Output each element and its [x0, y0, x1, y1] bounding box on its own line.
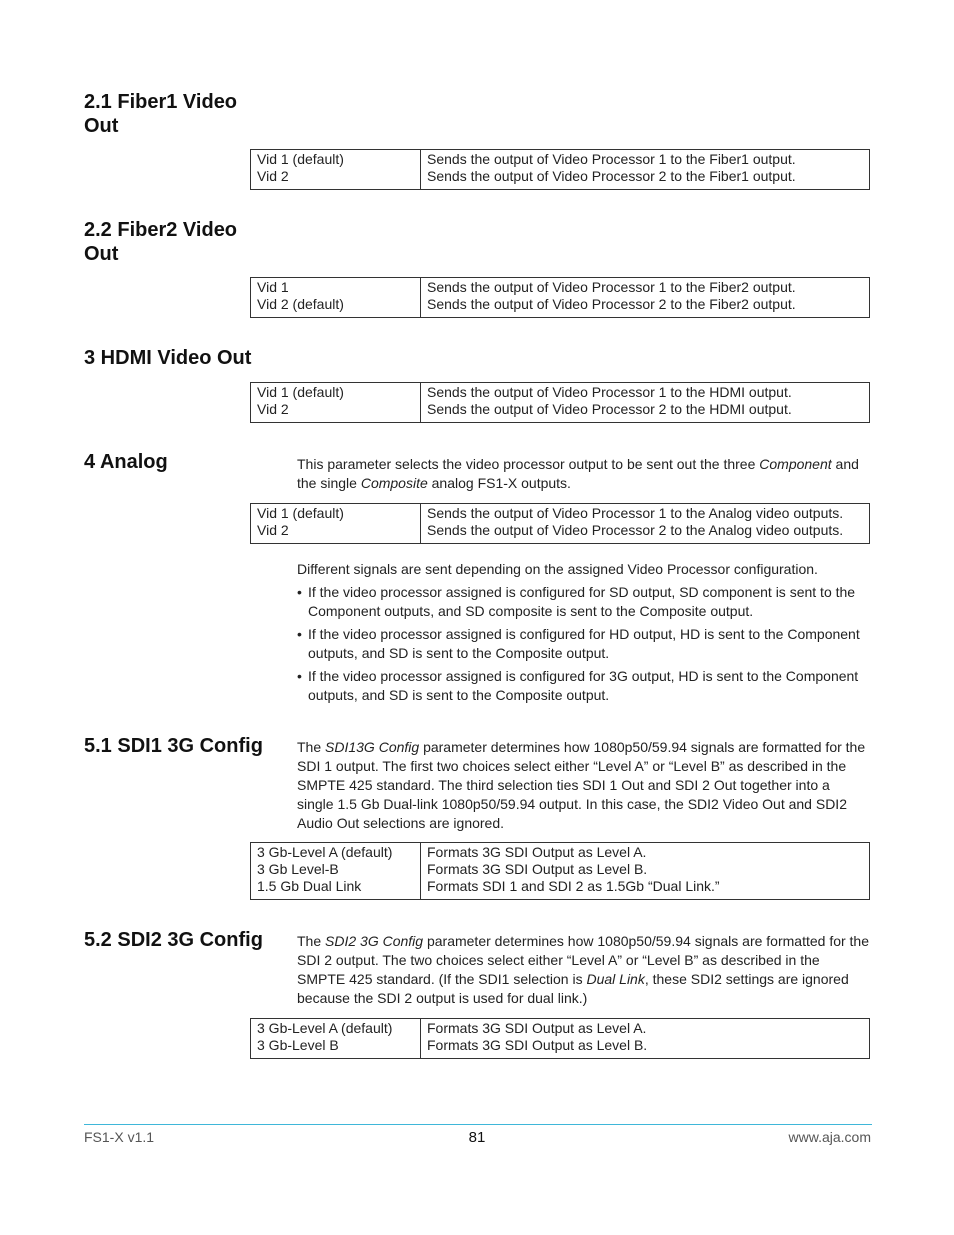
- analog-intro: [297, 455, 869, 493]
- option-label: Vid 1 (default): [257, 384, 344, 400]
- description-cell: [421, 504, 870, 544]
- option-description: Sends the output of Video Processor 2 to the Fiber2 output.: [427, 296, 796, 312]
- option-label: 1.5 Gb Dual Link: [257, 878, 362, 894]
- section-heading-sdi2: 5.2 SDI2 3G Config: [84, 929, 263, 951]
- section-heading-analog: 4 Analog: [84, 451, 168, 473]
- intro-text: parameter determines how 1080p50/59.94 signals are formatted for the SDI 1 output. The first two choices select either “Level A” or “Level B” as described in the SMPTE 425 standard. The third selection ties SDI 1 Out and SDI 2 Out together into a single 1.5 Gb Dual-link 1080p50/59.94 output. In this case, the SDI2 Video Out and SDI2 Audio Out selections are ignored.: [297, 739, 866, 831]
- option-description: Sends the output of Video Processor 1 to the Fiber2 output.: [427, 279, 796, 295]
- table-row: [251, 278, 870, 318]
- option-label: 3 Gb-Level A (default): [257, 1020, 393, 1036]
- intro-text: and the single: [297, 456, 859, 491]
- intro-text: , these SDI2 settings are ignored because the SDI 2 output is used for dual link.): [297, 971, 849, 1006]
- sdi2-options-table: [250, 1018, 870, 1059]
- section-heading-fiber2: 2.2 Fiber2 Video Out: [84, 219, 238, 265]
- description-cell: [421, 1019, 870, 1059]
- analog-options-table: [250, 503, 870, 544]
- option-description: Formats 3G SDI Output as Level B.: [427, 1037, 648, 1053]
- option-label: Vid 1 (default): [257, 151, 344, 167]
- section-heading-hdmi: 3 HDMI Video Out: [84, 347, 252, 369]
- option-label: Vid 2 (default): [257, 296, 344, 312]
- option-label: Vid 2: [257, 401, 289, 417]
- intro-emphasis: SDI13G Config: [325, 739, 420, 755]
- intro-text: analog FS1-X outputs.: [427, 475, 571, 491]
- option-description: Formats 3G SDI Output as Level B.: [427, 861, 648, 877]
- intro-emphasis: Composite: [360, 475, 428, 491]
- section-heading-fiber1: 2.1 Fiber1 Video Out: [84, 91, 238, 137]
- list-item: • If the video processor assigned is configured for SD output, SD component is sent to the Component outputs, and SD composite is sent to the Composite output.: [297, 583, 869, 621]
- option-cell: [251, 383, 421, 423]
- option-cell: [251, 504, 421, 544]
- option-description: Sends the output of Video Processor 2 to the HDMI output.: [427, 401, 792, 417]
- footer-website: www.aja.com: [788, 1129, 871, 1145]
- option-label: 3 Gb-Level B: [257, 1037, 339, 1053]
- option-cell: [251, 278, 421, 318]
- option-label: 3 Gb Level-B: [257, 861, 339, 877]
- intro-emphasis: Dual Link: [586, 971, 645, 987]
- option-description: Formats SDI 1 and SDI 2 as 1.5Gb “Dual Link.”: [427, 878, 720, 894]
- option-label: Vid 2: [257, 522, 289, 538]
- table-row: [251, 383, 870, 423]
- intro-text: The: [297, 739, 326, 755]
- table-row: [251, 504, 870, 544]
- description-cell: [421, 843, 870, 900]
- fiber2-options-table: [250, 277, 870, 318]
- section-heading-sdi1: 5.1 SDI1 3G Config: [84, 735, 263, 757]
- option-cell: [251, 1019, 421, 1059]
- footer-divider: [84, 1124, 872, 1125]
- option-description: Formats 3G SDI Output as Level A.: [427, 1020, 647, 1036]
- option-description: Sends the output of Video Processor 1 to the Fiber1 output.: [427, 151, 796, 167]
- intro-text: This parameter selects the video processor output to be sent out the three: [297, 456, 760, 472]
- option-description: Sends the output of Video Processor 1 to the HDMI output.: [427, 384, 792, 400]
- list-item: • If the video processor assigned is configured for HD output, HD is sent to the Component outputs, and SD is sent to the Composite output.: [297, 625, 869, 663]
- option-description: Sends the output of Video Processor 2 to the Fiber1 output.: [427, 168, 796, 184]
- option-label: Vid 2: [257, 168, 289, 184]
- sdi2-intro: [297, 932, 869, 1008]
- option-label: 3 Gb-Level A (default): [257, 844, 393, 860]
- fiber1-options-table: [250, 149, 870, 190]
- description-cell: [421, 150, 870, 190]
- option-description: Sends the output of Video Processor 1 to the Analog video outputs.: [427, 505, 844, 521]
- option-cell: [251, 843, 421, 900]
- hdmi-options-table: [250, 382, 870, 423]
- footer-product-version: FS1-X v1.1: [84, 1129, 155, 1145]
- analog-note: Different signals are sent depending on the assigned Video Processor configuration.: [297, 561, 818, 577]
- page-number: 81: [468, 1129, 486, 1146]
- table-row: [251, 1019, 870, 1059]
- option-description: Formats 3G SDI Output as Level A.: [427, 844, 647, 860]
- table-row: [251, 843, 870, 900]
- description-cell: [421, 278, 870, 318]
- table-row: [251, 150, 870, 190]
- option-cell: [251, 150, 421, 190]
- intro-emphasis: SDI2 3G Config: [325, 933, 424, 949]
- description-cell: [421, 383, 870, 423]
- option-label: Vid 1: [257, 279, 289, 295]
- intro-text: parameter determines how 1080p50/59.94 signals are formatted for the SDI 2 output. The two choices select either “Level A” or “Level B” as described in the SMPTE 425 standard. (If the SDI1 selection is: [297, 933, 870, 987]
- intro-text: The: [297, 933, 326, 949]
- list-item: • If the video processor assigned is configured for 3G output, HD is sent to the Component outputs, and SD is sent to the Composite output.: [297, 667, 869, 705]
- sdi1-options-table: [250, 842, 870, 900]
- analog-bullet-list: [297, 583, 869, 709]
- intro-emphasis: Component: [759, 456, 832, 472]
- option-description: Sends the output of Video Processor 2 to the Analog video outputs.: [427, 522, 844, 538]
- sdi1-intro: [297, 738, 869, 833]
- option-label: Vid 1 (default): [257, 505, 344, 521]
